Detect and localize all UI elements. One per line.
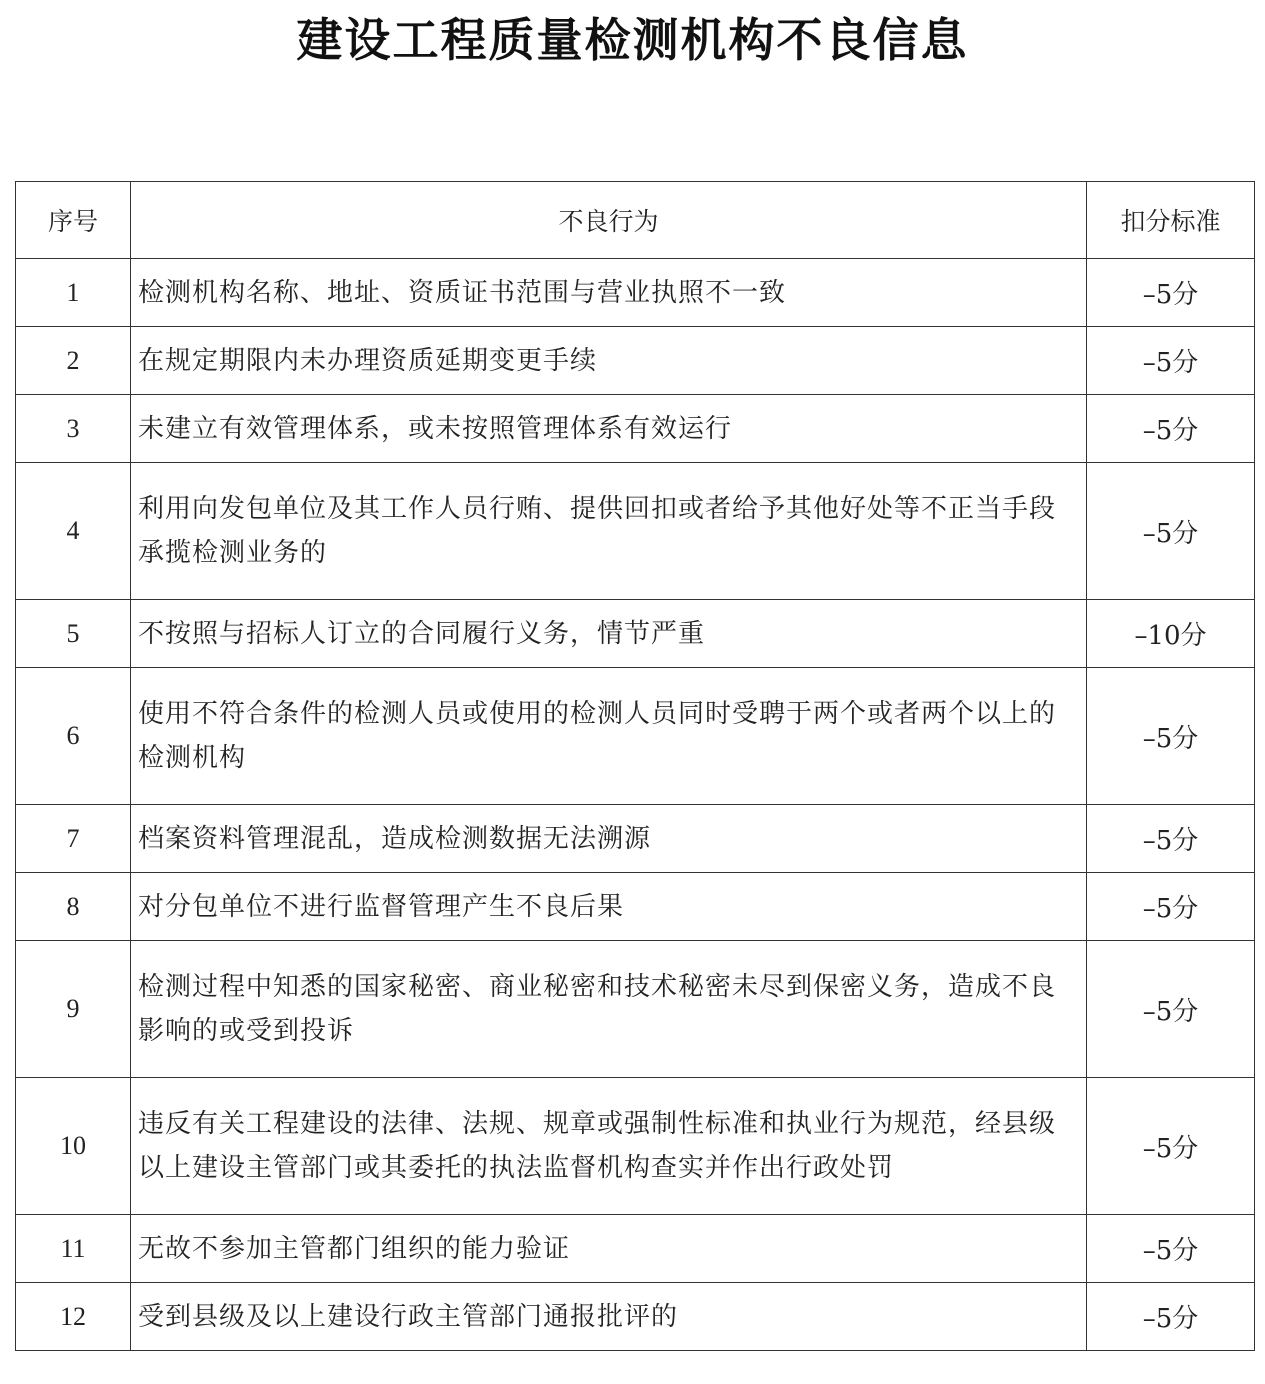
table-header-row	[16, 182, 1255, 259]
row-behavior: 未建立有效管理体系，或未按照管理体系有效运行	[131, 395, 1087, 463]
row-behavior: 受到县级及以上建设行政主管部门通报批评的	[131, 1283, 1087, 1351]
row-behavior: 不按照与招标人订立的合同履行义务，情节严重	[131, 600, 1087, 668]
row-score: –5分	[1087, 805, 1255, 873]
row-score: –5分	[1087, 941, 1255, 1078]
row-score: –10分	[1087, 600, 1255, 668]
row-score: –5分	[1087, 395, 1255, 463]
row-behavior: 无故不参加主管都门组织的能力验证	[131, 1215, 1087, 1283]
table-row	[16, 395, 1255, 463]
row-score: –5分	[1087, 327, 1255, 395]
row-no: 10	[16, 1078, 131, 1215]
header-behavior: 不良行为	[131, 182, 1087, 259]
row-behavior: 利用向发包单位及其工作人员行贿、提供回扣或者给予其他好处等不正当手段承揽检测业务的	[131, 463, 1087, 600]
table-row	[16, 668, 1255, 805]
row-behavior: 在规定期限内未办理资质延期变更手续	[131, 327, 1087, 395]
table-row	[16, 463, 1255, 600]
row-behavior: 违反有关工程建设的法律、法规、规章或强制性标准和执业行为规范，经县级以上建设主管部门或其委托的执法监督机构查实并作出行政处罚	[131, 1078, 1087, 1215]
row-no: 3	[16, 395, 131, 463]
header-score: 扣分标准	[1087, 182, 1255, 259]
table-row	[16, 1215, 1255, 1283]
row-no: 12	[16, 1283, 131, 1351]
row-behavior: 对分包单位不进行监督管理产生不良后果	[131, 873, 1087, 941]
row-score: –5分	[1087, 1283, 1255, 1351]
row-no: 5	[16, 600, 131, 668]
header-no: 序号	[16, 182, 131, 259]
table-row	[16, 259, 1255, 327]
table-row	[16, 1283, 1255, 1351]
row-no: 6	[16, 668, 131, 805]
row-no: 7	[16, 805, 131, 873]
table-row	[16, 1078, 1255, 1215]
row-no: 8	[16, 873, 131, 941]
row-no: 4	[16, 463, 131, 600]
row-no: 9	[16, 941, 131, 1078]
table-row	[16, 805, 1255, 873]
row-no: 11	[16, 1215, 131, 1283]
row-score: –5分	[1087, 1078, 1255, 1215]
table-row	[16, 600, 1255, 668]
row-behavior: 使用不符合条件的检测人员或使用的检测人员同时受聘于两个或者两个以上的检测机构	[131, 668, 1087, 805]
row-no: 1	[16, 259, 131, 327]
row-behavior: 档案资料管理混乱，造成检测数据无法溯源	[131, 805, 1087, 873]
row-behavior: 检测过程中知悉的国家秘密、商业秘密和技术秘密未尽到保密义务，造成不良影响的或受到投诉	[131, 941, 1087, 1078]
row-behavior: 检测机构名称、地址、资质证书范围与营业执照不一致	[131, 259, 1087, 327]
row-no: 2	[16, 327, 131, 395]
row-score: –5分	[1087, 668, 1255, 805]
row-score: –5分	[1087, 259, 1255, 327]
table-row	[16, 873, 1255, 941]
table-row	[16, 327, 1255, 395]
page-title: 建设工程质量检测机构不良信息	[296, 13, 969, 67]
bad-behavior-table	[15, 181, 1255, 1351]
table-row	[16, 941, 1255, 1078]
row-score: –5分	[1087, 463, 1255, 600]
row-score: –5分	[1087, 873, 1255, 941]
row-score: –5分	[1087, 1215, 1255, 1283]
